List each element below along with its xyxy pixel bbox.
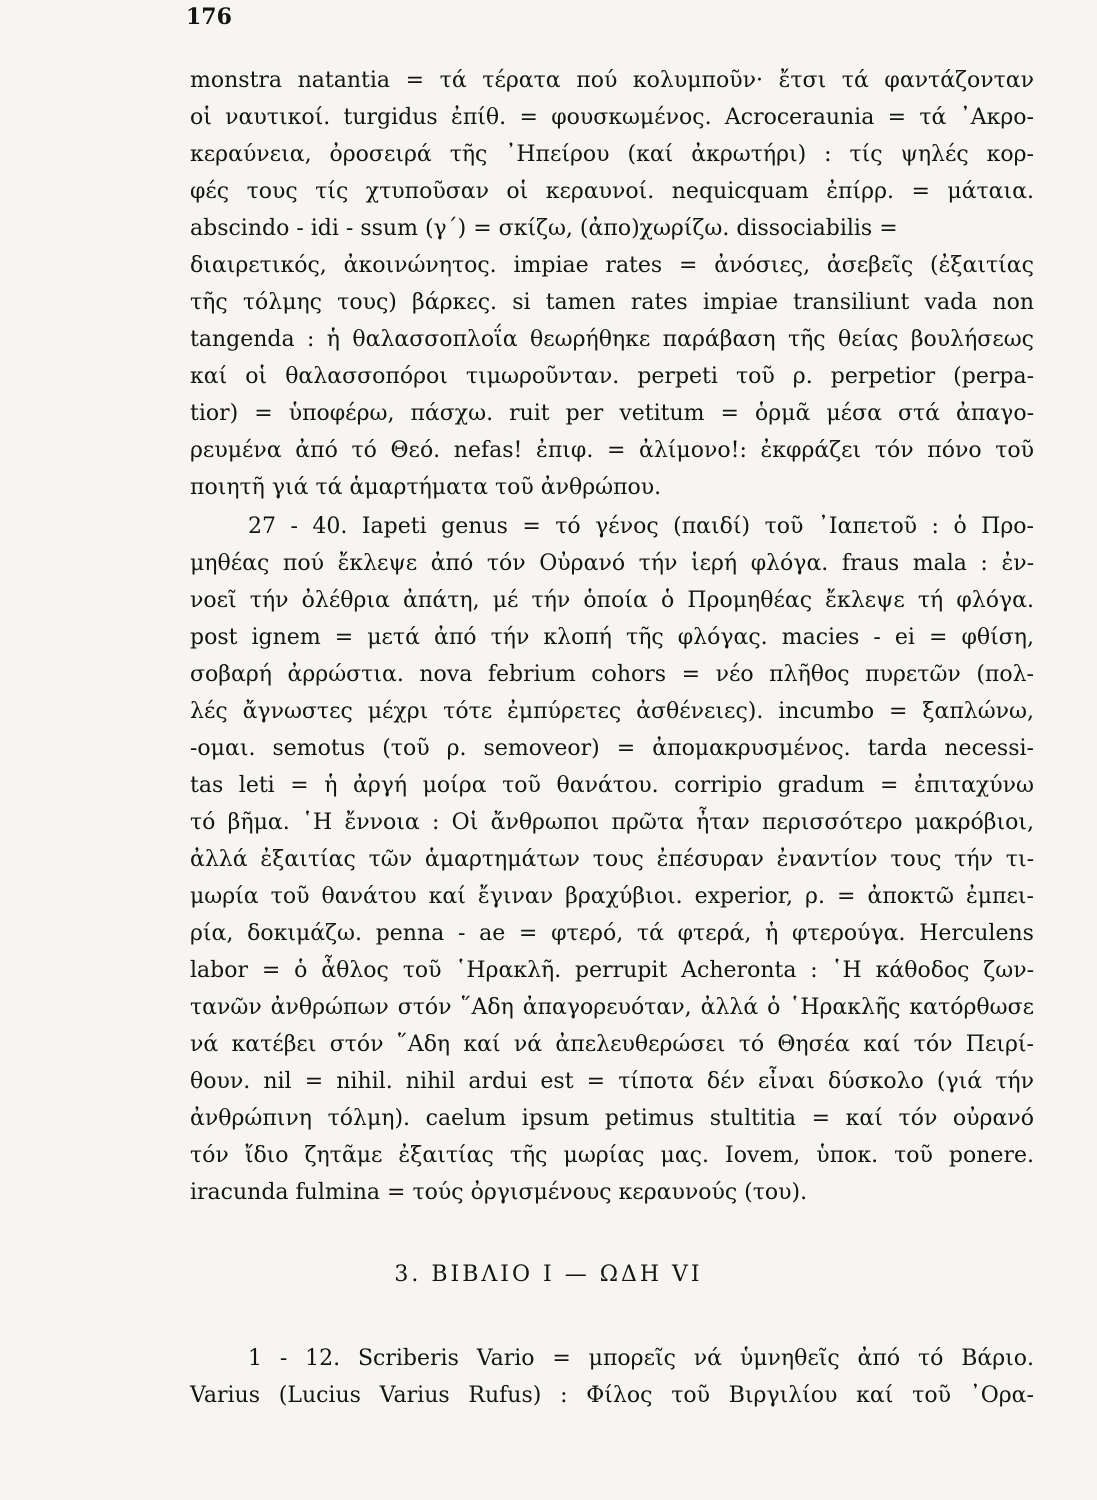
text-line: τῆς τόλμης τους) βάρκες. si tamen rates impiae transiliunt vada non: [190, 290, 1035, 315]
text-line: Varius (Lucius Varius Rufus) : Φίλος τοῦ Βιργιλίου καί τοῦ ᾿Ορα-: [190, 1383, 1034, 1408]
text-line: 27 - 40. Iapeti genus = τό γένος (παιδί) τοῦ ᾿Ιαπετοῦ : ὁ Προ-: [248, 514, 1034, 539]
text-line: οἱ ναυτικοί. turgidus ἐπίθ. = φουσκωμένος. Acroceraunia = τά ᾿Ακρο-: [190, 105, 1034, 130]
text-line: monstra natantia = τά τέρατα πού κολυμποῦν· ἔτσι τά φαντάζονταν: [190, 68, 1035, 93]
text-line: 1 - 12. Scriberis Vario = μπορεῖς νά ὑμνηθεῖς ἀπό τό Βάριο.: [248, 1346, 1035, 1371]
text-line: τό βῆμα. ῾Η ἔννοια : Οἱ ἄνθρωποι πρῶτα ἦταν περισσότερο μακρόβιοι,: [190, 810, 1034, 835]
text-line: ρία, δοκιμάζω. penna - ae = φτερό, τά φτερά, ἡ φτερούγα. Herculens: [190, 921, 1034, 946]
text-line: νοεῖ τήν ὀλέθρια ἀπάτη, μέ τήν ὁποία ὁ Προμηθέας ἔκλεψε τή φλόγα.: [190, 588, 1034, 613]
text-line: μωρία τοῦ θανάτου καί ἔγιναν βραχύβιοι. experior, ρ. = ἀποκτῶ ἐμπει-: [190, 884, 1034, 909]
text-line: ἀνθρώπινη τόλμη). caelum ipsum petimus stultitia = καί τόν οὐρανό: [190, 1106, 1034, 1131]
text-line: διαιρετικός, ἀκοινώνητος. impiae rates = ἀνόσιες, ἀσεβεῖς (ἐξαιτίας: [190, 253, 1034, 278]
text-line: iracunda fulmina = τούς ὀργισμένους κεραυνούς (του).: [190, 1180, 808, 1205]
page-number: 176: [186, 4, 232, 30]
text-line: κεραύνεια, ὀροσειρά τῆς ᾿Ηπείρου (καί ἀκρωτήρι) : τίς ψηλές κορ-: [190, 142, 1034, 167]
text-line: -ομαι. semotus (τοῦ ρ. semoveor) = ἀπομακρυσμένος. tarda necessi-: [190, 736, 1034, 761]
text-line: λές ἄγνωστες μέχρι τότε ἐμπύρετες ἀσθένειες). incumbo = ξαπλώνω,: [190, 699, 1034, 724]
text-line: ἀλλά ἐξαιτίας τῶν ἁμαρτημάτων τους ἐπέσυραν ἐναντίον τους τήν τι-: [190, 847, 1035, 872]
commentary-section-1: [190, 62, 1034, 506]
text-line: καί οἱ θαλασσοπόροι τιμωροῦνταν. perpeti τοῦ ρ. perpetior (perpa-: [190, 364, 1035, 389]
text-line: θουν. nil = nihil. nihil ardui est = τίποτα δέν εἶναι δύσκολο (γιά τήν: [190, 1069, 1034, 1094]
section-heading: 3. ΒΙΒΛΙΟ Ι — ΩΔΗ VI: [394, 1262, 703, 1287]
text-line: ρευμένα ἀπό τό Θεό. nefas! ἐπιφ. = ἀλίμονο!: ἐκφράζει τόν πόνο τοῦ: [190, 438, 1034, 463]
text-line: tior) = ὑποφέρω, πάσχω. ruit per vetitum = ὁρμᾶ μέσα στά ἀπαγο-: [190, 401, 1035, 426]
commentary-section-2: [190, 508, 1034, 1211]
text-line: τόν ἴδιο ζητᾶμε ἐξαιτίας τῆς μωρίας μας. Iovem, ὑποκ. τοῦ ponere.: [190, 1143, 1034, 1168]
text-line: tas leti = ἡ ἀργή μοίρα τοῦ θανάτου. corripio gradum = ἐπιταχύνω: [190, 773, 1034, 798]
text-line: φές τους τίς χτυποῦσαν οἱ κεραυνοί. nequicquam ἐπίρρ. = μάταια.: [190, 179, 1035, 204]
text-line: post ignem = μετά ἀπό τήν κλοπή τῆς φλόγας. macies - ei = φθίση,: [190, 625, 1034, 650]
text-line: σοβαρή ἀρρώστια. nova febrium cohors = νέο πλῆθος πυρετῶν (πολ-: [190, 662, 1034, 687]
text-line: μηθέας πού ἔκλεψε ἀπό τόν Οὐρανό τήν ἱερή φλόγα. fraus mala : ἐν-: [190, 551, 1035, 576]
commentary-section-3: [190, 1340, 1034, 1414]
text-line: abscindo - idi - ssum (γ´) = σκίζω, (ἀπο)χωρίζω. dissociabilis =: [190, 216, 898, 241]
text-line: νά κατέβει στόν ῞Αδη καί νά ἀπελευθερώσει τό Θησέα καί τόν Πειρί-: [190, 1032, 1034, 1057]
text-line: ποιητῆ γιά τά ἁμαρτήματα τοῦ ἀνθρώπου.: [190, 475, 662, 500]
text-line: tangenda : ἡ θαλασσοπλοΐα θεωρήθηκε παράβαση τῆς θείας βουλήσεως: [190, 327, 1034, 352]
text-line: τανῶν ἀνθρώπων στόν ῞Αδη ἀπαγορευόταν, ἀλλά ὁ ῾Ηρακλῆς κατόρθωσε: [190, 995, 1034, 1020]
text-line: labor = ὁ ἆθλος τοῦ ῾Ηρακλῆ. perrupit Acheronta : ῾Η κάθοδος ζων-: [190, 958, 1035, 983]
